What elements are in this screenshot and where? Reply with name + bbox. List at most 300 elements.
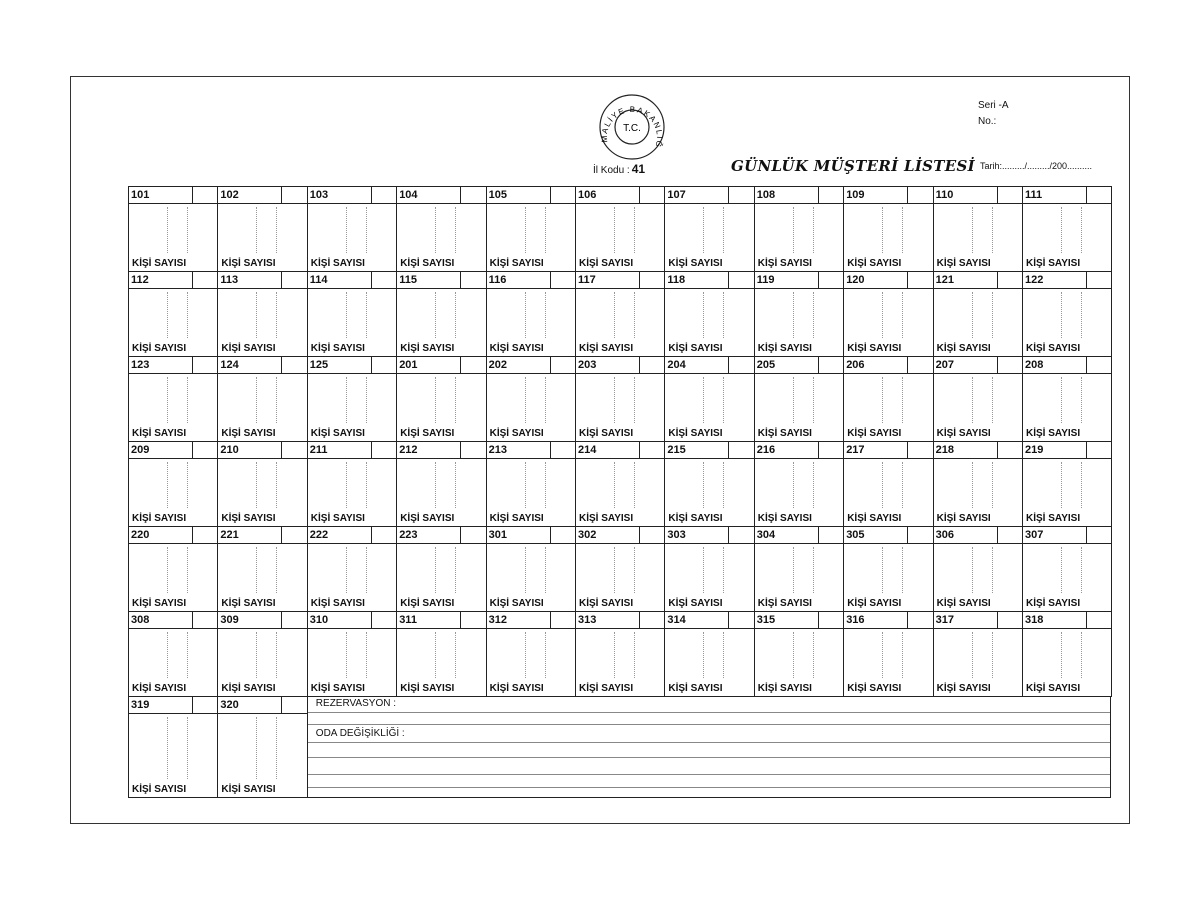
- room-number: 316: [844, 612, 908, 628]
- room-number-divider: [129, 628, 217, 629]
- dotted-guide: [167, 547, 168, 593]
- room-number: 312: [487, 612, 551, 628]
- dotted-guide: [167, 462, 168, 508]
- dotted-guide: [455, 547, 456, 593]
- room-cell[interactable]: [1022, 526, 1112, 612]
- dotted-guide: [167, 292, 168, 338]
- kisi-sayisi-label: KİŞİ SAYISI: [132, 428, 187, 439]
- room-cell[interactable]: [575, 441, 665, 527]
- kisi-sayisi-label: KİŞİ SAYISI: [757, 343, 812, 354]
- dotted-guide: [634, 632, 635, 678]
- room-cell[interactable]: [217, 271, 307, 357]
- room-number-divider: [129, 458, 217, 459]
- dotted-guide: [455, 632, 456, 678]
- room-number: 209: [129, 442, 193, 458]
- room-cell[interactable]: [575, 526, 665, 612]
- room-cell[interactable]: [486, 356, 576, 442]
- dotted-guide: [545, 462, 546, 508]
- room-cell[interactable]: [664, 526, 754, 612]
- room-number: 204: [665, 357, 729, 373]
- writing-line: [308, 712, 1110, 713]
- dotted-guide: [634, 377, 635, 423]
- dotted-guide: [703, 292, 704, 338]
- dotted-guide: [276, 292, 277, 338]
- dotted-guide: [793, 462, 794, 508]
- dotted-guide: [723, 207, 724, 253]
- room-number-divider: [665, 373, 753, 374]
- room-cell[interactable]: [307, 186, 397, 272]
- room-number-divider: [218, 543, 306, 544]
- room-cell[interactable]: [396, 611, 486, 697]
- room-cell[interactable]: [933, 526, 1023, 612]
- room-number-divider: [665, 203, 753, 204]
- room-number: 216: [755, 442, 819, 458]
- room-cell[interactable]: [396, 186, 486, 272]
- room-cell[interactable]: [933, 441, 1023, 527]
- room-number: 315: [755, 612, 819, 628]
- dotted-guide: [703, 207, 704, 253]
- kisi-sayisi-label: KİŞİ SAYISI: [668, 428, 723, 439]
- room-number: 119: [755, 272, 819, 288]
- dotted-guide: [276, 717, 277, 779]
- dotted-guide: [992, 207, 993, 253]
- room-number: 114: [308, 272, 372, 288]
- room-number: 101: [129, 187, 193, 203]
- room-number: 218: [934, 442, 998, 458]
- dotted-guide: [366, 462, 367, 508]
- room-number: 217: [844, 442, 908, 458]
- room-number: 317: [934, 612, 998, 628]
- kisi-sayisi-label: KİŞİ SAYISI: [847, 513, 902, 524]
- dotted-guide: [793, 632, 794, 678]
- dotted-guide: [813, 377, 814, 423]
- dotted-guide: [882, 547, 883, 593]
- room-number: 304: [755, 527, 819, 543]
- room-number-divider: [397, 458, 485, 459]
- room-number: 105: [487, 187, 551, 203]
- dotted-guide: [525, 632, 526, 678]
- room-number-divider: [665, 288, 753, 289]
- room-cell[interactable]: [754, 356, 844, 442]
- dotted-guide: [525, 377, 526, 423]
- room-cell[interactable]: [754, 611, 844, 697]
- room-number: 117: [576, 272, 640, 288]
- dotted-guide: [793, 292, 794, 338]
- room-number: 314: [665, 612, 729, 628]
- dotted-guide: [1061, 292, 1062, 338]
- room-number-divider: [844, 458, 932, 459]
- room-number-divider: [665, 628, 753, 629]
- room-cell[interactable]: [575, 186, 665, 272]
- dotted-guide: [992, 547, 993, 593]
- room-number: 207: [934, 357, 998, 373]
- dotted-guide: [1081, 377, 1082, 423]
- kisi-sayisi-label: KİŞİ SAYISI: [579, 343, 634, 354]
- room-cell[interactable]: [1022, 186, 1112, 272]
- dotted-guide: [256, 717, 257, 779]
- room-number-divider: [487, 203, 575, 204]
- room-number-divider: [487, 373, 575, 374]
- room-cell[interactable]: [1022, 271, 1112, 357]
- dotted-guide: [972, 377, 973, 423]
- room-number-divider: [1023, 628, 1111, 629]
- il-kodu: [593, 162, 645, 176]
- room-cell[interactable]: [307, 441, 397, 527]
- room-number-divider: [844, 288, 932, 289]
- dotted-guide: [187, 207, 188, 253]
- dotted-guide: [366, 547, 367, 593]
- dotted-guide: [525, 207, 526, 253]
- dotted-guide: [545, 377, 546, 423]
- dotted-guide: [703, 377, 704, 423]
- dotted-guide: [346, 207, 347, 253]
- kisi-sayisi-label: KİŞİ SAYISI: [489, 428, 544, 439]
- dotted-guide: [545, 292, 546, 338]
- dotted-guide: [276, 207, 277, 253]
- room-number-divider: [934, 543, 1022, 544]
- room-number-divider: [218, 628, 306, 629]
- room-cell[interactable]: [754, 186, 844, 272]
- room-cell[interactable]: [843, 186, 933, 272]
- dotted-guide: [366, 377, 367, 423]
- dotted-guide: [435, 632, 436, 678]
- room-cell[interactable]: [843, 356, 933, 442]
- room-cell[interactable]: [486, 526, 576, 612]
- room-number-divider: [844, 203, 932, 204]
- room-cell[interactable]: [217, 696, 307, 798]
- room-number: 107: [665, 187, 729, 203]
- kisi-sayisi-label: KİŞİ SAYISI: [221, 598, 276, 609]
- dotted-guide: [882, 632, 883, 678]
- room-number-divider: [934, 458, 1022, 459]
- room-number-divider: [844, 543, 932, 544]
- room-number: 123: [129, 357, 193, 373]
- room-cell[interactable]: [486, 441, 576, 527]
- room-number-divider: [308, 203, 396, 204]
- dotted-guide: [793, 207, 794, 253]
- room-number-divider: [397, 543, 485, 544]
- dotted-guide: [882, 377, 883, 423]
- room-cell[interactable]: [486, 271, 576, 357]
- kisi-sayisi-label: KİŞİ SAYISI: [310, 513, 365, 524]
- room-number: 318: [1023, 612, 1087, 628]
- dotted-guide: [813, 462, 814, 508]
- seal-icon: [592, 92, 672, 162]
- rezervasyon-label: REZERVASYON :: [315, 698, 397, 709]
- dotted-guide: [276, 462, 277, 508]
- room-cell[interactable]: [933, 271, 1023, 357]
- room-cell[interactable]: [486, 186, 576, 272]
- room-number-divider: [755, 373, 843, 374]
- dotted-guide: [723, 547, 724, 593]
- kisi-sayisi-label: KİŞİ SAYISI: [757, 258, 812, 269]
- dotted-guide: [276, 547, 277, 593]
- dotted-guide: [187, 632, 188, 678]
- kisi-sayisi-label: KİŞİ SAYISI: [936, 428, 991, 439]
- room-cell[interactable]: [128, 356, 218, 442]
- room-number-divider: [487, 288, 575, 289]
- kisi-sayisi-label: KİŞİ SAYISI: [132, 513, 187, 524]
- room-cell[interactable]: [664, 271, 754, 357]
- dotted-guide: [723, 462, 724, 508]
- room-cell[interactable]: [128, 441, 218, 527]
- room-number: 301: [487, 527, 551, 543]
- notes-box[interactable]: [307, 696, 1111, 798]
- room-cell[interactable]: [575, 611, 665, 697]
- room-number: 211: [308, 442, 372, 458]
- room-number: 109: [844, 187, 908, 203]
- dotted-guide: [256, 632, 257, 678]
- room-cell[interactable]: [843, 271, 933, 357]
- tarih-field[interactable]: Tarih:........./........./200..........: [980, 161, 1093, 171]
- dotted-guide: [902, 292, 903, 338]
- dotted-guide: [972, 462, 973, 508]
- room-number: 102: [218, 187, 282, 203]
- dotted-guide: [614, 377, 615, 423]
- kisi-sayisi-label: KİŞİ SAYISI: [221, 784, 276, 795]
- room-cell[interactable]: [217, 356, 307, 442]
- dotted-guide: [614, 462, 615, 508]
- room-number-divider: [129, 203, 217, 204]
- room-number: 215: [665, 442, 729, 458]
- room-number: 115: [397, 272, 461, 288]
- room-number: 223: [397, 527, 461, 543]
- room-cell[interactable]: [128, 611, 218, 697]
- writing-line: [308, 774, 1110, 775]
- room-cell[interactable]: [1022, 356, 1112, 442]
- room-cell[interactable]: [843, 611, 933, 697]
- dotted-guide: [813, 547, 814, 593]
- kisi-sayisi-label: KİŞİ SAYISI: [936, 598, 991, 609]
- room-cell[interactable]: [575, 356, 665, 442]
- room-number: 313: [576, 612, 640, 628]
- dotted-guide: [882, 462, 883, 508]
- room-cell[interactable]: [843, 441, 933, 527]
- dotted-guide: [366, 292, 367, 338]
- room-number-divider: [308, 373, 396, 374]
- kisi-sayisi-label: KİŞİ SAYISI: [579, 598, 634, 609]
- kisi-sayisi-label: KİŞİ SAYISI: [668, 683, 723, 694]
- room-cell[interactable]: [486, 611, 576, 697]
- room-number: 202: [487, 357, 551, 373]
- room-cell[interactable]: [754, 526, 844, 612]
- dotted-guide: [525, 547, 526, 593]
- dotted-guide: [992, 292, 993, 338]
- room-cell[interactable]: [128, 696, 218, 798]
- dotted-guide: [1081, 462, 1082, 508]
- room-number: 311: [397, 612, 461, 628]
- kisi-sayisi-label: KİŞİ SAYISI: [400, 683, 455, 694]
- room-number-divider: [755, 543, 843, 544]
- room-number-divider: [934, 288, 1022, 289]
- room-cell[interactable]: [1022, 611, 1112, 697]
- kisi-sayisi-label: KİŞİ SAYISI: [400, 598, 455, 609]
- room-number-divider: [934, 628, 1022, 629]
- room-cell[interactable]: [933, 611, 1023, 697]
- room-cell[interactable]: [307, 271, 397, 357]
- room-cell[interactable]: [128, 271, 218, 357]
- room-number: 220: [129, 527, 193, 543]
- dotted-guide: [525, 462, 526, 508]
- kisi-sayisi-label: KİŞİ SAYISI: [579, 513, 634, 524]
- room-cell[interactable]: [575, 271, 665, 357]
- kisi-sayisi-label: KİŞİ SAYISI: [221, 513, 276, 524]
- room-number: 104: [397, 187, 461, 203]
- kisi-sayisi-label: KİŞİ SAYISI: [757, 428, 812, 439]
- kisi-sayisi-label: KİŞİ SAYISI: [221, 343, 276, 354]
- kisi-sayisi-label: KİŞİ SAYISI: [847, 428, 902, 439]
- kisi-sayisi-label: KİŞİ SAYISI: [1026, 258, 1081, 269]
- room-number: 306: [934, 527, 998, 543]
- room-cell[interactable]: [307, 611, 397, 697]
- kisi-sayisi-label: KİŞİ SAYISI: [757, 683, 812, 694]
- dotted-guide: [167, 207, 168, 253]
- room-cell[interactable]: [217, 526, 307, 612]
- dotted-guide: [723, 377, 724, 423]
- dotted-guide: [614, 292, 615, 338]
- dotted-guide: [256, 207, 257, 253]
- room-cell[interactable]: [396, 356, 486, 442]
- room-number-divider: [665, 458, 753, 459]
- room-number-divider: [1023, 288, 1111, 289]
- dotted-guide: [1061, 207, 1062, 253]
- kisi-sayisi-label: KİŞİ SAYISI: [1026, 683, 1081, 694]
- kisi-sayisi-label: KİŞİ SAYISI: [936, 258, 991, 269]
- kisi-sayisi-label: KİŞİ SAYISI: [310, 258, 365, 269]
- room-number: 121: [934, 272, 998, 288]
- il-kodu-value: 41: [631, 162, 646, 176]
- room-number: 213: [487, 442, 551, 458]
- room-number-divider: [755, 458, 843, 459]
- il-kodu-label: İl Kodu :: [593, 165, 630, 176]
- room-number-divider: [1023, 458, 1111, 459]
- room-cell[interactable]: [843, 526, 933, 612]
- room-number: 222: [308, 527, 372, 543]
- kisi-sayisi-label: KİŞİ SAYISI: [1026, 513, 1081, 524]
- room-cell[interactable]: [217, 186, 307, 272]
- dotted-guide: [435, 377, 436, 423]
- dotted-guide: [525, 292, 526, 338]
- room-cell[interactable]: [664, 356, 754, 442]
- kisi-sayisi-label: KİŞİ SAYISI: [847, 683, 902, 694]
- room-number: 116: [487, 272, 551, 288]
- room-number-divider: [576, 543, 664, 544]
- dotted-guide: [346, 547, 347, 593]
- room-cell[interactable]: [307, 356, 397, 442]
- room-cell[interactable]: [664, 441, 754, 527]
- kisi-sayisi-label: KİŞİ SAYISI: [310, 598, 365, 609]
- oda-degisikligi-label: ODA DEĞİŞİKLİĞİ :: [315, 728, 405, 739]
- serial-block: [978, 98, 1009, 130]
- kisi-sayisi-label: KİŞİ SAYISI: [1026, 428, 1081, 439]
- kisi-sayisi-label: KİŞİ SAYISI: [489, 683, 544, 694]
- room-number: 112: [129, 272, 193, 288]
- room-number: 320: [218, 697, 282, 713]
- dotted-guide: [813, 632, 814, 678]
- dotted-guide: [634, 547, 635, 593]
- dotted-guide: [167, 377, 168, 423]
- kisi-sayisi-label: KİŞİ SAYISI: [579, 258, 634, 269]
- page-title: GÜNLÜK MÜŞTERİ LİSTESİ: [731, 157, 975, 175]
- room-number-divider: [844, 628, 932, 629]
- room-cell[interactable]: [933, 186, 1023, 272]
- dotted-guide: [256, 377, 257, 423]
- dotted-guide: [187, 547, 188, 593]
- room-number-divider: [218, 288, 306, 289]
- dotted-guide: [972, 292, 973, 338]
- room-number: 221: [218, 527, 282, 543]
- room-cell[interactable]: [396, 271, 486, 357]
- dotted-guide: [813, 292, 814, 338]
- room-number-divider: [397, 203, 485, 204]
- kisi-sayisi-label: KİŞİ SAYISI: [132, 343, 187, 354]
- room-cell[interactable]: [933, 356, 1023, 442]
- dotted-guide: [366, 207, 367, 253]
- room-number-divider: [308, 628, 396, 629]
- room-number-divider: [397, 288, 485, 289]
- dotted-guide: [1061, 377, 1062, 423]
- room-cell[interactable]: [664, 611, 754, 697]
- room-cell[interactable]: [217, 611, 307, 697]
- room-number-divider: [218, 373, 306, 374]
- room-cell[interactable]: [754, 441, 844, 527]
- dotted-guide: [992, 632, 993, 678]
- dotted-guide: [723, 292, 724, 338]
- room-number-divider: [934, 373, 1022, 374]
- room-cell[interactable]: [128, 526, 218, 612]
- dotted-guide: [187, 377, 188, 423]
- dotted-guide: [346, 462, 347, 508]
- room-number: 206: [844, 357, 908, 373]
- room-number-divider: [1023, 373, 1111, 374]
- room-number-divider: [129, 713, 217, 714]
- dotted-guide: [1081, 292, 1082, 338]
- dotted-guide: [634, 462, 635, 508]
- room-number: 305: [844, 527, 908, 543]
- dotted-guide: [902, 207, 903, 253]
- room-number-divider: [576, 458, 664, 459]
- room-number-divider: [576, 203, 664, 204]
- room-number: 201: [397, 357, 461, 373]
- room-cell[interactable]: [396, 441, 486, 527]
- room-number: 310: [308, 612, 372, 628]
- room-cell[interactable]: [307, 526, 397, 612]
- room-cell[interactable]: [664, 186, 754, 272]
- room-cell[interactable]: [128, 186, 218, 272]
- room-number: 120: [844, 272, 908, 288]
- dotted-guide: [435, 292, 436, 338]
- dotted-guide: [813, 207, 814, 253]
- kisi-sayisi-label: KİŞİ SAYISI: [489, 258, 544, 269]
- dotted-guide: [187, 292, 188, 338]
- room-cell[interactable]: [396, 526, 486, 612]
- seri-label: Seri -A: [978, 100, 1009, 111]
- kisi-sayisi-label: KİŞİ SAYISI: [132, 258, 187, 269]
- room-number-divider: [576, 628, 664, 629]
- room-number-divider: [487, 628, 575, 629]
- kisi-sayisi-label: KİŞİ SAYISI: [310, 343, 365, 354]
- dotted-guide: [187, 717, 188, 779]
- svg-text:MALİYE BAKANLIĞI: MALİYE BAKANLIĞ: [599, 104, 665, 150]
- room-cell[interactable]: [1022, 441, 1112, 527]
- room-cell[interactable]: [217, 441, 307, 527]
- room-grid: [128, 186, 1111, 798]
- dotted-guide: [346, 632, 347, 678]
- room-number: 219: [1023, 442, 1087, 458]
- room-number: 309: [218, 612, 282, 628]
- writing-line: [308, 742, 1110, 743]
- room-cell[interactable]: [754, 271, 844, 357]
